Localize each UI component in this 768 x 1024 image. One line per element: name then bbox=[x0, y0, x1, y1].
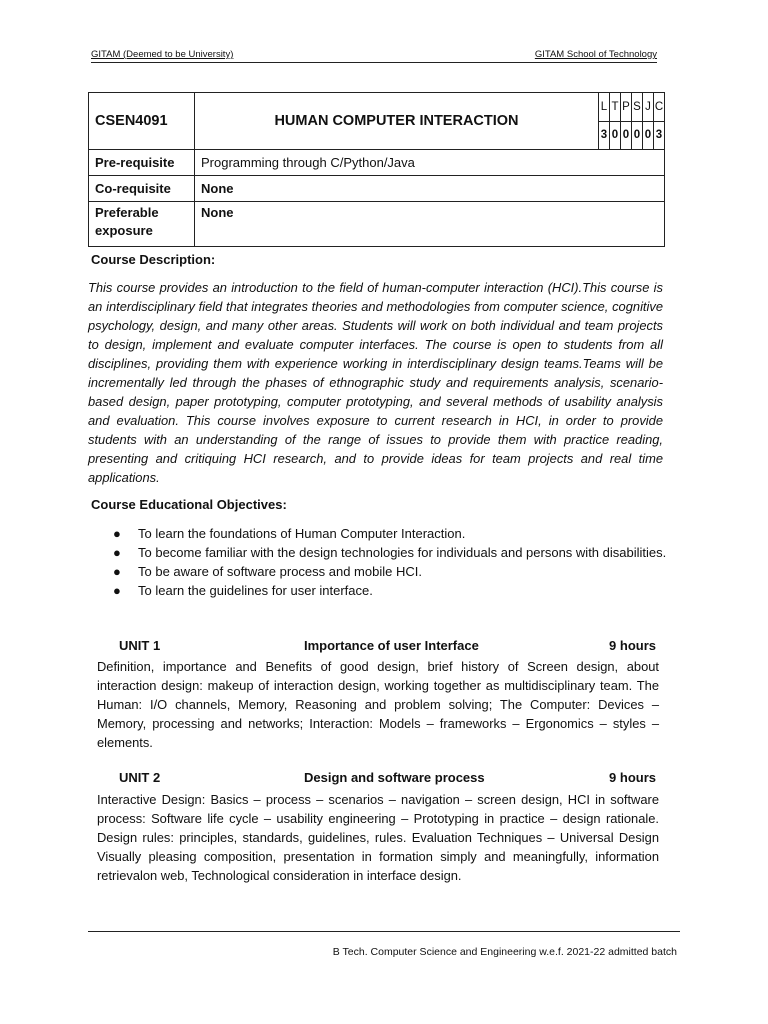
list-item bbox=[113, 543, 679, 562]
corequisite-value: None bbox=[195, 176, 665, 202]
credit-value-p: 0 bbox=[621, 121, 632, 150]
credit-header-s: S bbox=[632, 93, 643, 122]
objective-text: To be aware of software process and mobile HCI. bbox=[138, 564, 422, 579]
course-description-heading: Course Description: bbox=[91, 252, 216, 267]
course-title: HUMAN COMPUTER INTERACTION bbox=[195, 93, 599, 150]
unit-title: Design and software process bbox=[304, 770, 485, 785]
credit-value-t: 0 bbox=[610, 121, 621, 150]
credit-header-j: J bbox=[643, 93, 654, 122]
objective-text: To become familiar with the design technologies for individuals and persons with disabilities. bbox=[138, 545, 667, 560]
course-code: CSEN4091 bbox=[89, 93, 195, 150]
list-item bbox=[113, 524, 679, 543]
prerequisite-label: Pre-requisite bbox=[89, 150, 195, 176]
unit-2-body: Interactive Design: Basics – process – scenarios – navigation – screen design, HCI in software process: Software life cycle – usability engineering – Prototyping in practice – design rationale. Design rules: principles, standards, guidelines, rules. Evaluation Techniques – Universal Design Visually pleasing composition, presentation in formation simply and meaningfully, information retrievalon web, Technological consideration in interface design. bbox=[97, 792, 659, 883]
unit-hours: 9 hours bbox=[609, 770, 656, 785]
unit-name: UNIT 2 bbox=[119, 770, 161, 785]
credit-header-l: L bbox=[599, 93, 610, 122]
credit-value-c: 3 bbox=[654, 121, 665, 150]
objective-text: To learn the guidelines for user interface. bbox=[138, 583, 373, 598]
unit-1-heading bbox=[97, 638, 659, 656]
unit-1-body: Definition, importance and Benefits of good design, brief history of Screen design, about interaction design: makeup of interaction design, working together as multidisciplinary team. The Human: I/O channels, Memory, Reasoning and problem solving; The Computer: Devices – Memory, processing and networks; Interaction: Models – frameworks – Ergonomics – styles – elements. bbox=[97, 659, 659, 750]
bullet-icon: ● bbox=[113, 583, 121, 598]
list-item bbox=[113, 581, 679, 600]
unit-title: Importance of user Interface bbox=[304, 638, 479, 653]
footer-divider bbox=[88, 931, 680, 932]
preferable-label-line1: Preferable bbox=[95, 205, 159, 220]
credit-value-l: 3 bbox=[599, 121, 610, 150]
preferable-label-line2: exposure bbox=[95, 223, 153, 238]
footer-text: B Tech. Computer Science and Engineering w.e.f. 2021-22 admitted batch bbox=[332, 946, 677, 958]
credit-value-s: 0 bbox=[632, 121, 643, 150]
preferable-exposure-label bbox=[89, 202, 195, 247]
credit-value-j: 0 bbox=[643, 121, 654, 150]
bullet-icon: ● bbox=[113, 564, 121, 579]
header-school: GITAM School of Technology bbox=[534, 49, 657, 60]
course-info-table bbox=[88, 92, 665, 247]
objectives-list bbox=[113, 524, 679, 600]
credit-header-p: P bbox=[621, 93, 632, 122]
header-university: GITAM (Deemed to be University) bbox=[91, 49, 234, 60]
credit-header-c: C bbox=[654, 93, 665, 122]
credit-header-t: T bbox=[610, 93, 621, 122]
preferable-exposure-value: None bbox=[195, 202, 665, 247]
objectives-heading: Course Educational Objectives: bbox=[91, 497, 287, 512]
prerequisite-value: Programming through C/Python/Java bbox=[195, 150, 665, 176]
unit-2-heading bbox=[97, 770, 659, 788]
unit-name: UNIT 1 bbox=[119, 638, 161, 653]
course-description-text: This course provides an introduction to the field of human-computer interaction (HCI).This course is an interdisciplinary field that integrates theories and methodologies from computer science, cognitive psychology, design, and many other areas. Students will work on both individual and team projects to design, implement and evaluate computer interfaces. The course is open to students from all disciplines, providing them with experience working in interdisciplinary design teams.Teams will be incrementally led through the phases of ethnographic study and requirements analysis, scenario-based design, paper prototyping, computer prototyping, and several methods of usability analysis and evaluation. This course involves exposure to current research in HCI, in order to provide students with an understanding of the range of issues to provide them with practice reading, presenting and critiquing HCI research, and to provide ideas for team projects and real time applications. bbox=[88, 280, 663, 485]
corequisite-label: Co-requisite bbox=[89, 176, 195, 202]
bullet-icon: ● bbox=[113, 545, 121, 560]
bullet-icon: ● bbox=[113, 526, 121, 541]
header-divider bbox=[91, 62, 657, 63]
unit-hours: 9 hours bbox=[609, 638, 656, 653]
list-item bbox=[113, 562, 679, 581]
objective-text: To learn the foundations of Human Computer Interaction. bbox=[138, 526, 466, 541]
